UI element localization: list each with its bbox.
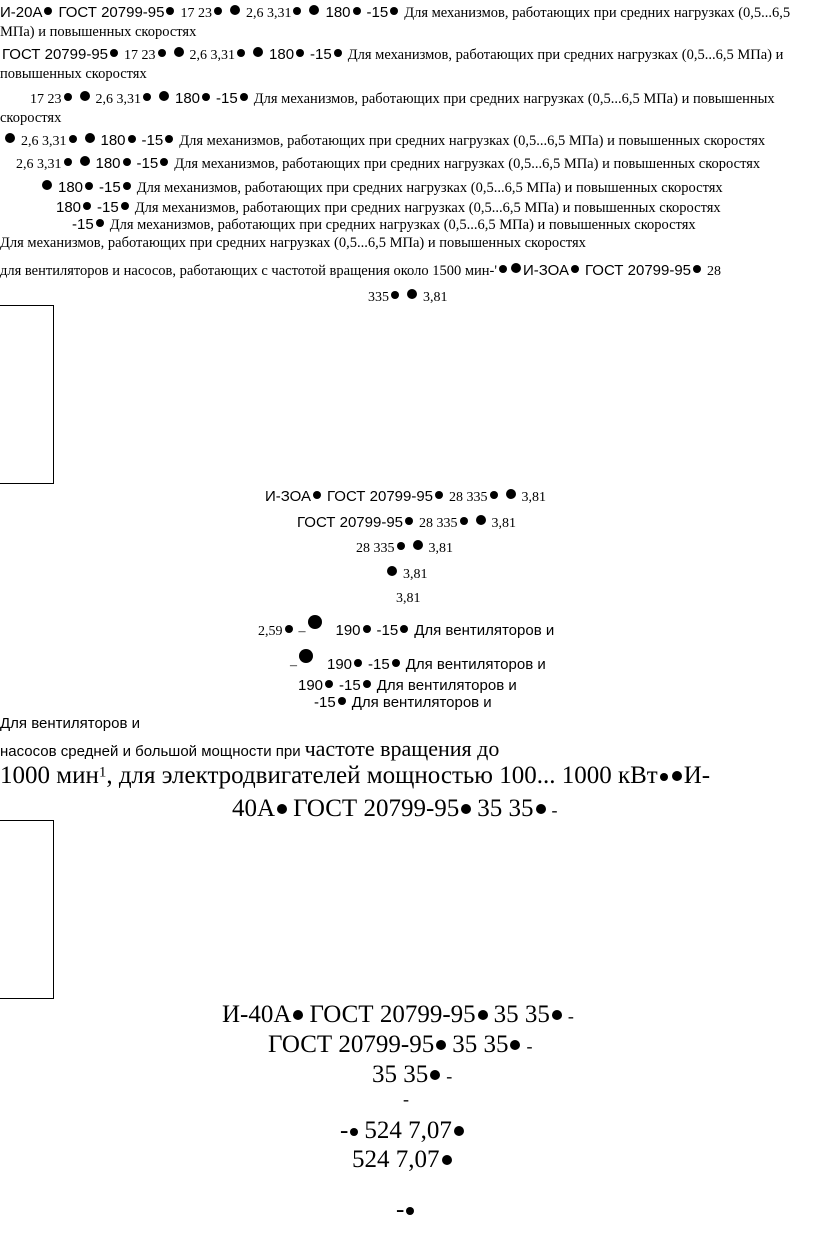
speed: 1000 мин [0, 762, 99, 789]
bullet-icon [293, 7, 301, 15]
flash-temp: 180 [58, 179, 84, 196]
pour-temp: -15 [368, 656, 390, 673]
bullet-icon [83, 202, 91, 210]
bullet-icon [490, 491, 498, 499]
bullet-icon [363, 625, 371, 633]
application: Для вентиляторов и [376, 677, 517, 694]
row-40a-2 [268, 1031, 532, 1060]
bullet-icon [42, 180, 52, 190]
superscript: 1 [98, 764, 107, 781]
dash: - [567, 1006, 574, 1026]
row-5 [16, 155, 760, 173]
bullet-icon [44, 7, 52, 15]
bullet-icon [96, 219, 104, 227]
bullet-icon [536, 804, 546, 814]
flash-temp: 180 [100, 132, 126, 149]
bullet-icon [253, 47, 263, 57]
bullet-icon [506, 489, 516, 499]
row-30a-7 [290, 649, 546, 674]
bullet-icon [436, 1040, 446, 1050]
row-7 [56, 199, 721, 217]
bullet-icon [296, 49, 304, 57]
flash-temp: 190 [327, 656, 353, 673]
row-40a-6 [352, 1146, 454, 1175]
bullet-icon [391, 291, 399, 299]
dash: – [298, 624, 306, 639]
row-40a-gost [232, 795, 558, 824]
pour-temp: -15 [339, 677, 361, 694]
dash: - [526, 1036, 533, 1056]
row-30a-9 [314, 694, 492, 712]
flash-temp: 190 [335, 622, 361, 639]
bullet-icon [461, 804, 471, 814]
bullet-icon [69, 135, 77, 143]
bullet-icon [85, 182, 93, 190]
flash-temp: 190 [298, 677, 324, 694]
row-1-cont: МПа) и повышенных скоростях [0, 24, 197, 40]
bullet-icon [387, 566, 397, 576]
values: 3,81 [491, 516, 517, 531]
row-2-gost [2, 46, 783, 64]
bullet-icon [240, 93, 248, 101]
gost-ref: ГОСТ 20799-95 [327, 488, 434, 505]
bullet-icon [80, 156, 90, 166]
values: 3,81 [403, 567, 428, 582]
application: Для механизмов, работающих при средних нагрузках (0,5...6,5 МПа) и повышенных скоростях [174, 156, 761, 172]
bullet-icon [299, 649, 313, 663]
row-40a-5 [340, 1117, 466, 1146]
row-3 [30, 90, 775, 108]
bullet-icon [397, 542, 405, 550]
viscosity: 17 23 [30, 92, 62, 107]
application: Для вентиляторов и [414, 622, 555, 639]
grade-code: И-ЗОА [523, 262, 570, 279]
flash-temp: 180 [325, 4, 351, 21]
bullet-icon [510, 1040, 520, 1050]
values: 524 7,07 [352, 1146, 440, 1173]
row-30a-6 [258, 615, 554, 640]
bullet-icon [460, 517, 468, 525]
bullet-icon [338, 697, 346, 705]
gost-ref: ГОСТ 20799-95 [585, 262, 692, 279]
power-range: , для электродвигателей мощностью 100... 1000 кВт [106, 762, 658, 789]
viscosity: 17 23 [180, 6, 212, 21]
application: Для механизмов, работающих при средних нагрузках (0,5...6,5 МПа) и повышенных скоростях [179, 133, 766, 149]
bullet-icon [363, 680, 371, 688]
application: Для вентиляторов и [351, 694, 492, 711]
bullet-icon [325, 680, 333, 688]
bullet-icon [160, 158, 168, 166]
pour-temp: -15 [376, 622, 399, 639]
bullet-icon [390, 7, 398, 15]
row-30a-8 [298, 677, 517, 695]
bullet-icon [454, 1126, 464, 1136]
values: 2,6 3,31 [245, 6, 292, 21]
row-9: Для механизмов, работающих при средних нагрузках (0,5...6,5 МПа) и повышенных скоростях [0, 235, 586, 251]
bullet-icon [143, 93, 151, 101]
values: 2,59 [258, 624, 283, 639]
bullet-icon [478, 1010, 488, 1020]
table-cell-frame [0, 820, 54, 999]
bullet-icon [350, 1128, 358, 1136]
bullet-icon [476, 515, 486, 525]
pour-temp: -15 [136, 155, 159, 172]
gost-ref: ГОСТ 20799-95 [58, 4, 165, 21]
bullet-icon [174, 47, 184, 57]
row-30a-2 [297, 514, 516, 532]
bullet-icon [660, 773, 668, 781]
row-6 [40, 179, 723, 197]
viscosity: 28 [707, 264, 722, 279]
row-3-cont: скоростях [0, 110, 62, 126]
bullet-icon [392, 659, 400, 667]
bullet-icon [166, 7, 174, 15]
dash: - [446, 1066, 453, 1086]
bullet-icon [571, 265, 579, 273]
bullet-icon [413, 540, 423, 550]
viscosity: 35 35 [477, 795, 534, 822]
row-30a-desc [0, 262, 721, 280]
gost-ref: ГОСТ 20799-95 [309, 1001, 476, 1028]
bullet-icon [237, 49, 245, 57]
bullet-icon [672, 771, 682, 781]
row-40a-7 [396, 1196, 416, 1225]
row-40a-motor [0, 762, 710, 791]
viscosity: 28 335 [356, 541, 395, 556]
flash-temp: 180 [175, 90, 201, 107]
bullet-icon [430, 1070, 440, 1080]
viscosity: 28 335 [449, 490, 488, 505]
bullet-icon [123, 182, 131, 190]
application: для вентиляторов и насосов, работающих с частотой вращения около 1500 мин-' [0, 263, 497, 279]
bullet-icon [128, 135, 136, 143]
gost-ref: ГОСТ 20799-95 [268, 1031, 435, 1058]
row-40a-desc [0, 736, 499, 761]
bullet-icon [80, 91, 90, 101]
pour-temp: -15 [97, 199, 119, 216]
values: 3,81 [521, 490, 547, 505]
values: 2,6 3,31 [189, 48, 236, 63]
viscosity: 17 23 [124, 48, 156, 63]
pour-temp: -15 [72, 216, 94, 233]
bullet-icon [313, 491, 321, 499]
values: 3,81 [423, 290, 448, 305]
application-large: частоте вращения до [304, 736, 500, 761]
bullet-icon [214, 7, 222, 15]
dash: - [396, 1196, 405, 1223]
grade-code: 40А [232, 795, 276, 822]
bullet-icon [202, 93, 210, 101]
bullet-icon [407, 289, 417, 299]
bullet-icon [499, 265, 507, 273]
pour-temp: -15 [141, 132, 164, 149]
bullet-icon [277, 804, 287, 814]
row-40a-1 [222, 1001, 574, 1030]
bullet-icon [442, 1155, 452, 1165]
row-2-cont: повышенных скоростях [0, 66, 147, 82]
grade-code: И-40А [222, 1001, 292, 1028]
application: насосов средней и большой мощности при [0, 743, 301, 760]
bullet-icon [354, 659, 362, 667]
table-cell-frame [0, 305, 54, 484]
bullet-icon [85, 133, 95, 143]
bullet-icon [400, 625, 408, 633]
row-4 [3, 132, 765, 150]
row-30a-1 [265, 488, 546, 506]
pour-temp: -15 [366, 4, 389, 21]
row-30a-4 [385, 565, 428, 583]
bullet-icon [159, 91, 169, 101]
row-40a-3 [372, 1061, 452, 1090]
bullet-icon [308, 615, 322, 629]
flash-temp: 180 [269, 46, 295, 63]
dash: - [551, 800, 558, 820]
grade-code: И-ЗОА [265, 488, 312, 505]
row-8 [72, 216, 696, 234]
row-30a-cont [368, 288, 448, 306]
application: Для вентиляторов и [405, 656, 546, 673]
grade-code: И-20А [0, 4, 43, 21]
dash: - [340, 1117, 349, 1144]
gost-ref: ГОСТ 20799-95 [293, 795, 460, 822]
bullet-icon [121, 202, 129, 210]
pour-temp: -15 [314, 694, 336, 711]
row-30a-3 [356, 539, 453, 557]
row-30a-5: 3,81 [396, 591, 421, 606]
bullet-icon [309, 5, 319, 15]
viscosity: 35 35 [493, 1001, 550, 1028]
application: Для механизмов, работающих при средних нагрузках (0,5...6,5 МПа) и [347, 47, 784, 63]
bullet-icon [405, 517, 413, 525]
pour-temp: -15 [99, 179, 121, 196]
bullet-icon [123, 158, 131, 166]
gost-ref: ГОСТ 20799-95 [2, 46, 109, 63]
viscosity: 28 335 [419, 516, 458, 531]
application: Для механизмов, работающих при средних нагрузках (0,5...6,5 МПа) и повышенных скоростях [109, 217, 696, 233]
bullet-icon [693, 265, 701, 273]
row-1-20a [0, 4, 790, 22]
bullet-icon [511, 263, 521, 273]
values: 2,6 3,31 [95, 92, 141, 107]
gost-ref: ГОСТ 20799-95 [297, 514, 404, 531]
values: 524 7,07 [364, 1117, 452, 1144]
bullet-icon [110, 49, 118, 57]
bullet-icon [406, 1207, 414, 1215]
dash: – [290, 658, 297, 673]
flash-temp: 180 [95, 155, 121, 172]
values: 3,81 [428, 541, 453, 556]
bullet-icon [158, 49, 166, 57]
bullet-icon [285, 625, 293, 633]
bullet-icon [334, 49, 342, 57]
viscosity: 35 35 [452, 1031, 509, 1058]
bullet-icon [552, 1010, 562, 1020]
application: Для механизмов, работающих при средних нагрузках (0,5...6,5 МПа) и повышенных скоростях [136, 180, 723, 196]
bullet-icon [64, 93, 72, 101]
bullet-icon [435, 491, 443, 499]
viscosity: 35 35 [372, 1061, 429, 1088]
bullet-icon [64, 158, 72, 166]
bullet-icon [5, 133, 15, 143]
bullet-icon [293, 1010, 303, 1020]
pour-temp: -15 [216, 90, 238, 107]
bullet-icon [165, 135, 173, 143]
values: 2,6 3,31 [16, 157, 62, 172]
application: Для механизмов, работающих при средних нагрузках (0,5...6,5 МПа) и повышенных [253, 91, 775, 107]
bullet-icon [353, 7, 361, 15]
values: 2,6 3,31 [21, 134, 67, 149]
grade-code: И- [683, 762, 711, 789]
application: Для механизмов, работающих при средних нагрузках (0,5...6,5 МПа) и повышенных скоростях [134, 200, 721, 216]
row-40a-label: Для вентиляторов и [0, 715, 140, 732]
pour-temp: -15 [310, 46, 332, 63]
viscosity: 335 [368, 290, 389, 305]
bullet-icon [230, 5, 240, 15]
flash-temp: 180 [56, 199, 82, 216]
application: Для механизмов, работающих при средних нагрузках (0,5...6,5 [404, 5, 791, 21]
row-40a-4: - [403, 1089, 409, 1109]
